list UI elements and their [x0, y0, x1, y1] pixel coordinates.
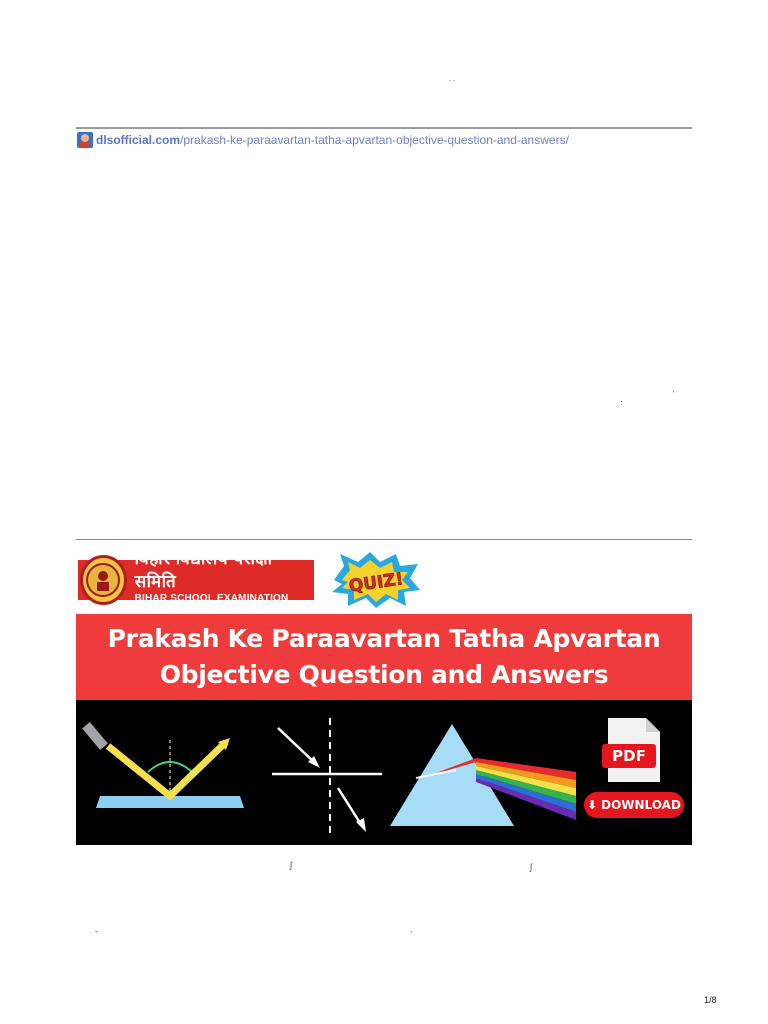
section-divider: [76, 539, 692, 540]
banner-title-line2: Objective Question and Answers: [159, 660, 609, 689]
scan-speck: ·: [620, 396, 623, 406]
site-favicon-icon: [77, 132, 93, 148]
article-banner-image: [76, 546, 692, 845]
bseb-emblem-icon: [80, 555, 127, 605]
banner-title: [76, 614, 692, 700]
scan-speck: `: [672, 390, 675, 400]
banner-title-line1: Prakash Ke Paraavartan Tatha Apvartan: [107, 624, 661, 653]
quiz-label: QUIZ!: [347, 569, 405, 597]
top-mark: --: [449, 76, 457, 85]
download-badge: [584, 792, 684, 818]
download-arrow-icon: ⬇: [587, 798, 598, 812]
bseb-logo: [78, 548, 314, 615]
download-label: DOWNLOAD: [601, 798, 681, 812]
scan-speck: -: [95, 926, 98, 936]
refraction-diagram-icon: [272, 718, 382, 836]
scan-speck: `: [410, 930, 413, 940]
url-path[interactable]: /prakash-ke-paraavartan-tatha-apvartan-objective-question-and-answers/: [180, 133, 569, 147]
board-name-hindi: बिहार विद्यालय परीक्षा समिति: [134, 548, 273, 591]
page-number: 1/8: [704, 995, 717, 1005]
optics-illustration: [76, 700, 692, 845]
pdf-label: PDF: [602, 744, 656, 768]
quiz-badge: [330, 552, 422, 608]
scan-speck: ʃ: [530, 862, 532, 872]
scan-speck: ʃ: [290, 860, 292, 870]
prism-spectrum-icon: [390, 724, 576, 826]
source-url[interactable]: [77, 132, 569, 148]
reflection-diagram-icon: [82, 722, 244, 808]
url-domain[interactable]: dlsofficial.com: [96, 133, 181, 147]
board-name-english: BIHAR SCHOOL EXAMINATION BOARD: [134, 592, 289, 615]
header-divider: [76, 127, 692, 129]
